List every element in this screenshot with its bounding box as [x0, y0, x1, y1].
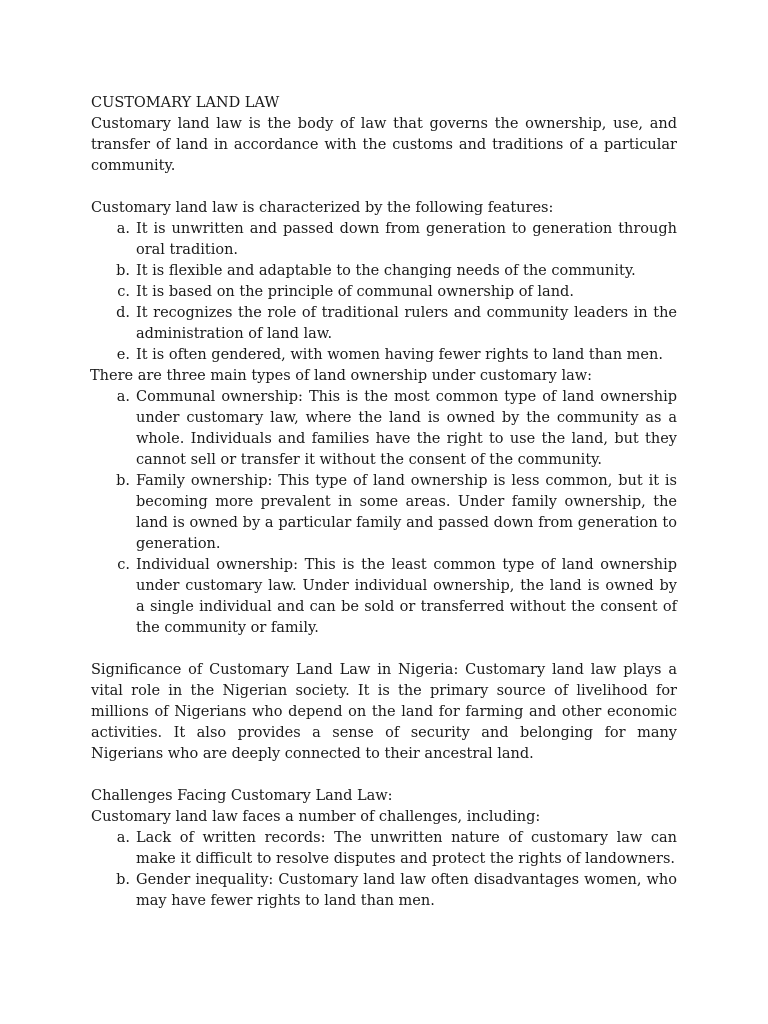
list-item-text: Communal ownership: This is the most common type of land ownership under customary law, where the land is owned by the community as a whole. Individuals and families have the right to use the land, but they cannot sell or transfer it without the consent of the community. [136, 389, 677, 468]
list-item [116, 345, 677, 366]
types-intro: There are three main types of land ownership under customary law: [90, 368, 593, 384]
list-marker: d. [116, 305, 130, 321]
list-item-text: It is flexible and adaptable to the changing needs of the community. [136, 263, 636, 279]
list-item [116, 471, 677, 555]
features-intro: Customary land law is characterized by the following features: [91, 200, 554, 216]
list-item [117, 282, 677, 303]
significance-paragraph: Significance of Customary Land Law in Nigeria: Customary land law plays a vital role in the Nigerian society. It is the primary source of livelihood for millions of Nigerians who depend on the land for farming and other economic activities. It also provides a sense of security and belonging for many Nigerians who are deeply connected to their ancestral land. [91, 662, 677, 762]
list-item-text: It is unwritten and passed down from generation to generation through oral tradition. [136, 221, 677, 258]
list-marker: c. [117, 557, 130, 573]
list-item-text: Family ownership: This type of land ownership is less common, but it is becoming more prevalent in some areas. Under family ownership, the land is owned by a particular family and passed down from generation to generation. [136, 473, 677, 552]
document-page [91, 93, 677, 912]
list-item-text: Gender inequality: Customary land law often disadvantages women, who may have fewer rights to land than men. [136, 872, 677, 909]
list-item [117, 555, 677, 639]
spacer [91, 639, 677, 660]
list-marker: b. [116, 473, 130, 489]
list-item-text: It is based on the principle of communal ownership of land. [136, 284, 574, 300]
list-item [116, 219, 677, 261]
list-item-text: It recognizes the role of traditional rulers and community leaders in the administration of land law. [136, 305, 677, 342]
list-marker: b. [116, 263, 130, 279]
spacer [91, 177, 677, 198]
list-item-text: Lack of written records: The unwritten nature of customary law can make it difficult to resolve disputes and protect the rights of landowners. [136, 830, 677, 867]
list-item-text: Individual ownership: This is the least common type of land ownership under customary law. Under individual ownership, the land is owned by a single individual and can be sold or transferred without the consent of the community or family. [136, 557, 677, 636]
list-marker: a. [116, 830, 130, 846]
list-marker: a. [116, 389, 130, 405]
types-list [91, 387, 677, 639]
list-item [116, 870, 677, 912]
intro-paragraph: Customary land law is the body of law that governs the ownership, use, and transfer of land in accordance with the customs and traditions of a particular community. [91, 116, 677, 174]
list-marker: b. [116, 872, 130, 888]
features-list [91, 219, 677, 366]
list-item [116, 387, 677, 471]
list-item [116, 303, 677, 345]
list-item-text: It is often gendered, with women having fewer rights to land than men. [136, 347, 663, 363]
list-item [116, 261, 677, 282]
list-marker: a. [116, 221, 130, 237]
spacer [91, 765, 677, 786]
list-marker: c. [117, 284, 130, 300]
challenges-heading: Challenges Facing Customary Land Law: [91, 788, 393, 804]
challenges-intro: Customary land law faces a number of challenges, including: [91, 809, 541, 825]
challenges-list [91, 828, 677, 912]
list-marker: e. [116, 347, 130, 363]
document-title: CUSTOMARY LAND LAW [91, 95, 280, 111]
list-item [116, 828, 677, 870]
